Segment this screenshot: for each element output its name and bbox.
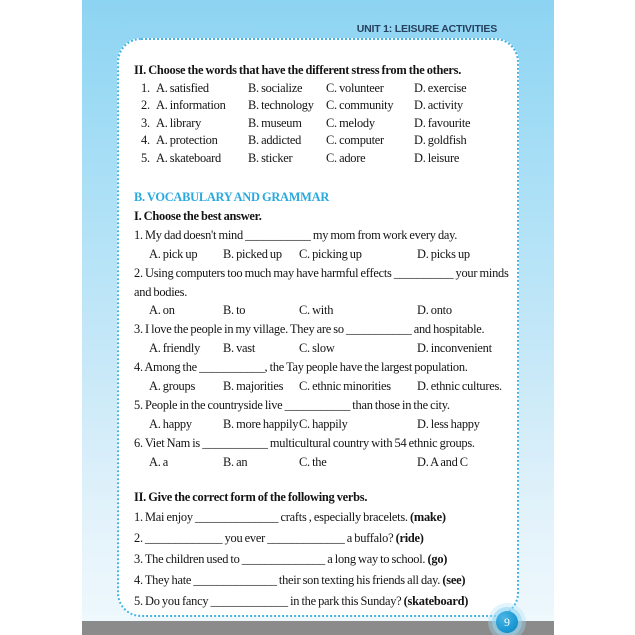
- verb-item-text: 4. They hate ______________ their son texting his friends all day.: [134, 573, 441, 587]
- unit-title: UNIT 1: LEISURE ACTIVITIES: [356, 23, 497, 35]
- verb-hint: (make): [410, 510, 446, 524]
- option-c: C. computer: [326, 133, 384, 147]
- option-c: C. the: [299, 455, 327, 469]
- verb-item-text: 1. Mai enjoy ______________ crafts , especially bracelets.: [134, 510, 408, 524]
- page-number: 9: [504, 614, 510, 629]
- option-d: D. leisure: [414, 150, 460, 165]
- option-d: D. onto: [417, 303, 452, 317]
- option-b: B. socialize: [248, 80, 303, 95]
- book-page: [82, 0, 554, 621]
- option-c: C. community: [326, 98, 394, 112]
- page-bottom-shadow-strip: [82, 621, 554, 635]
- choose-best-answer-heading: I. Choose the best answer.: [134, 209, 262, 223]
- verb-hint: (skateboard): [403, 594, 469, 608]
- question-3-options: [149, 339, 513, 358]
- option-b: B. museum: [248, 115, 302, 130]
- option-b: B. technology: [248, 98, 314, 112]
- option-b: B. picked up: [223, 247, 282, 261]
- option-d: D. favourite: [414, 115, 471, 130]
- verb-item-text: 3. The children used to ______________ a long way to school.: [134, 552, 426, 566]
- question-2-options: [149, 301, 513, 320]
- verb-item-5: [134, 591, 513, 612]
- option-d: D. less happy: [417, 417, 480, 431]
- option-a: A. groups: [149, 379, 196, 393]
- option-c: C. volunteer: [326, 80, 384, 95]
- option-c: C. melody: [326, 115, 375, 130]
- option-a: A. skateboard: [156, 150, 221, 165]
- option-b: B. to: [223, 303, 246, 317]
- option-b: B. more happily: [223, 417, 299, 431]
- option-b: B. an: [223, 455, 248, 469]
- option-c: C. picking up: [299, 247, 362, 261]
- option-a: A. happy: [149, 417, 192, 431]
- option-d: D. exercise: [414, 80, 467, 95]
- option-d: D. goldfish: [414, 133, 467, 147]
- option-d: D. activity: [414, 98, 463, 112]
- option-b: B. majorities: [223, 379, 284, 393]
- stress-section-heading: II. Choose the words that have the different stress from the others.: [134, 63, 462, 77]
- verb-item-1: [134, 507, 513, 528]
- option-a: A. pick up: [149, 247, 198, 261]
- option-a: A. protection: [156, 133, 218, 147]
- content-box: [117, 38, 519, 617]
- verb-hint: (see): [442, 573, 466, 587]
- question-2-continued: and bodies.: [134, 285, 188, 299]
- option-a: A. a: [149, 455, 169, 469]
- question-6: 6. Viet Nam is ___________ multicultural country with 54 ethnic groups.: [134, 436, 475, 450]
- option-d: D. picks up: [417, 247, 470, 261]
- question-4: 4. Among the ___________, the Tay people have the largest population.: [134, 360, 468, 374]
- row-number: 5.: [141, 150, 150, 165]
- verb-item-4: [134, 570, 513, 591]
- option-c: C. with: [299, 303, 334, 317]
- stress-exercise-table: [141, 80, 513, 168]
- question-2: 2. Using computers too much may have harmful effects __________ your minds: [134, 266, 509, 280]
- option-b: B. addicted: [248, 133, 302, 147]
- verb-hint: (go): [427, 552, 448, 566]
- page-number-badge: [496, 611, 518, 633]
- option-d: D. inconvenient: [417, 341, 492, 355]
- option-c: C. adore: [326, 150, 366, 165]
- question-5: 5. People in the countryside live ___________ than those in the city.: [134, 398, 450, 412]
- option-a: A. friendly: [149, 341, 201, 355]
- option-b: B. sticker: [248, 150, 293, 165]
- option-c: C. happily: [299, 417, 348, 431]
- verb-item-2: [134, 528, 513, 549]
- verb-item-text: 2. _____________ you ever _____________ a buffalo?: [134, 531, 394, 545]
- option-d: D. A and C: [417, 455, 468, 469]
- option-d: D. ethnic cultures.: [417, 379, 502, 393]
- row-number: 2.: [141, 98, 150, 112]
- option-a: A. library: [156, 115, 202, 130]
- option-a: A. on: [149, 303, 175, 317]
- option-a: A. satisfied: [156, 80, 209, 95]
- option-c: C. slow: [299, 341, 335, 355]
- question-3: 3. I love the people in my village. They are so ___________ and hospitable.: [134, 322, 485, 336]
- option-b: B. vast: [223, 341, 256, 355]
- verb-item-text: 5. Do you fancy _____________ in the park this Sunday?: [134, 594, 402, 608]
- row-number: 1.: [141, 80, 150, 95]
- verb-hint: (ride): [395, 531, 424, 545]
- question-6-options: [149, 453, 513, 472]
- option-c: C. ethnic minorities: [299, 379, 391, 393]
- vocab-grammar-section-heading: B. VOCABULARY AND GRAMMAR: [134, 190, 330, 204]
- question-1: 1. My dad doesn't mind ___________ my mom from work every day.: [134, 228, 458, 242]
- row-number: 3.: [141, 115, 150, 130]
- verb-form-heading: II. Give the correct form of the following verbs.: [134, 490, 368, 504]
- question-4-options: [149, 377, 513, 396]
- option-a: A. information: [156, 98, 226, 112]
- row-number: 4.: [141, 133, 150, 147]
- question-5-options: [149, 415, 513, 434]
- question-1-options: [149, 245, 513, 264]
- verb-item-3: [134, 549, 513, 570]
